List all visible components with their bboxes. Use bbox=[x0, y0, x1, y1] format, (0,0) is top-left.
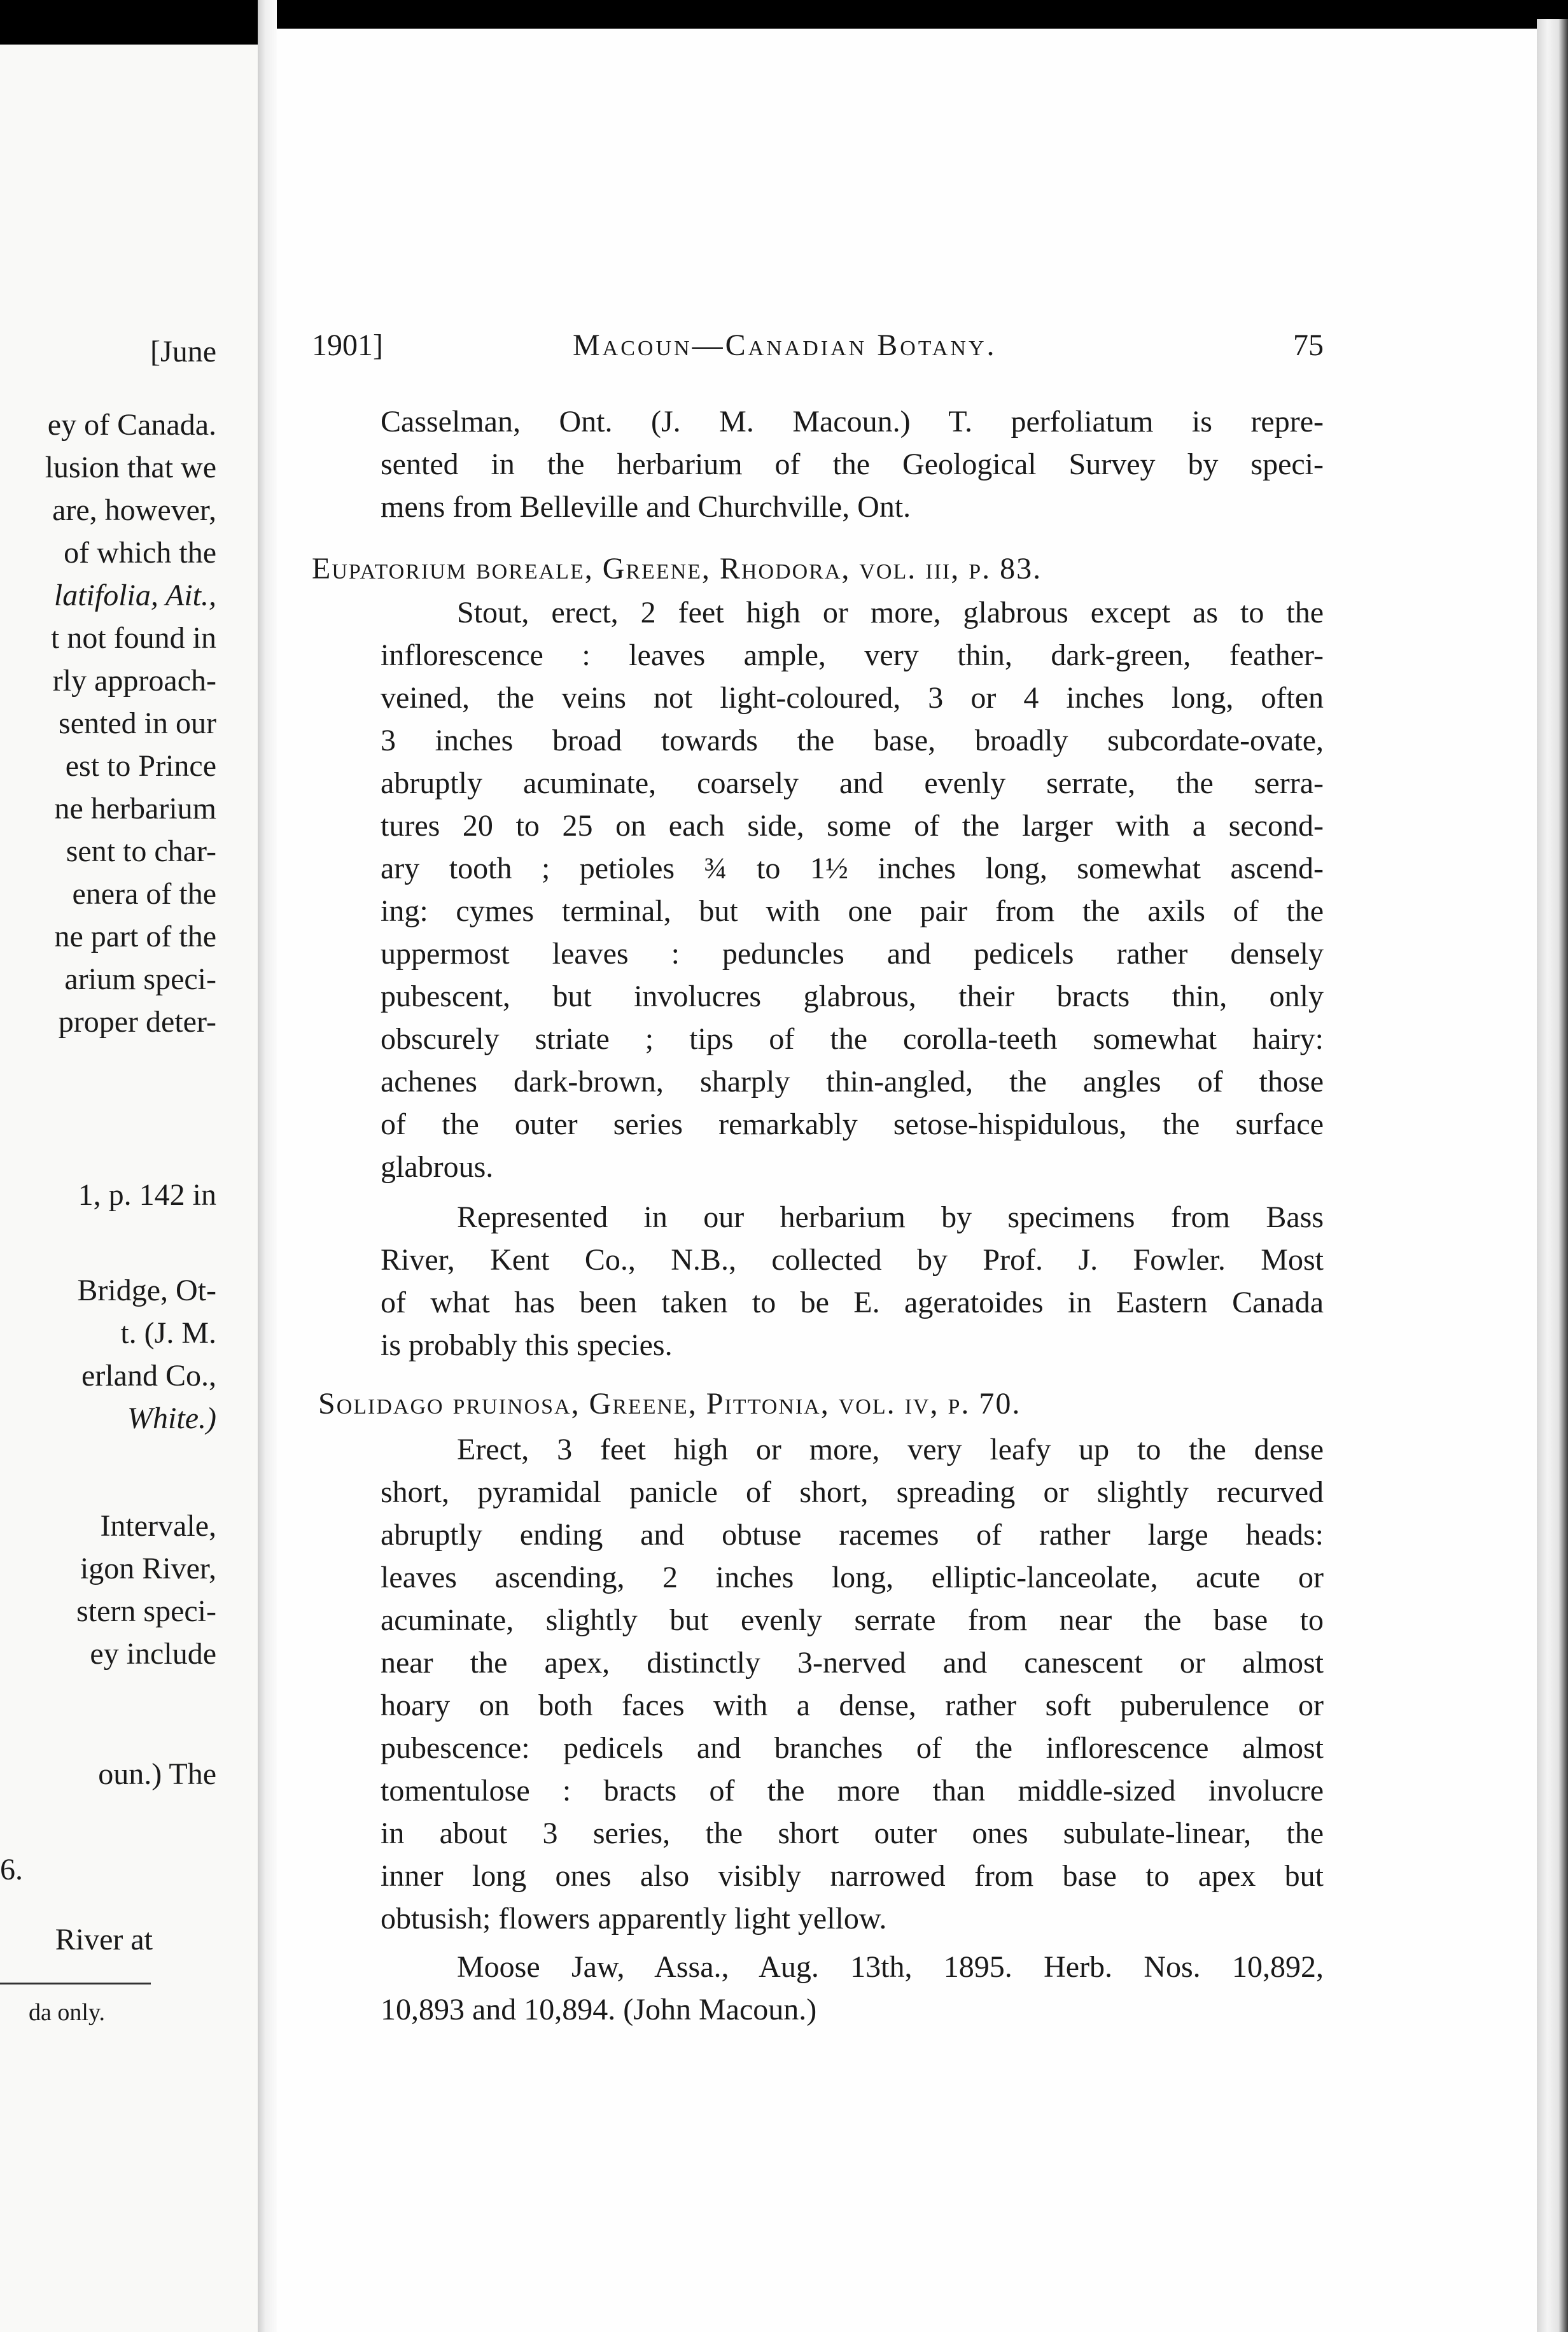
text-line: pubescence: pedicels and branches of the inflorescence almost bbox=[381, 1731, 1324, 1765]
text-line: of the outer series remarkably setose-hispidulous, the surface bbox=[381, 1107, 1324, 1141]
left-text-line: are, however, bbox=[52, 493, 216, 527]
left-text-line: 6. bbox=[0, 1853, 23, 1886]
left-header-fragment: [June bbox=[150, 335, 216, 369]
left-text-line: est to Prince bbox=[65, 749, 216, 783]
left-text-line: ey of Canada. bbox=[47, 408, 216, 442]
text-line: inflorescence : leaves ample, very thin, dark-green, feather- bbox=[381, 638, 1324, 672]
species-heading: Solidago pruinosa, Greene, Pittonia, vol. iv, p. 70. bbox=[318, 1387, 1021, 1421]
text-line: abruptly acuminate, coarsely and evenly serrate, the serra- bbox=[381, 766, 1324, 800]
left-footnote-line: da only. bbox=[29, 1999, 105, 2026]
text-line: tomentulose : bracts of the more than middle-sized involucre bbox=[381, 1774, 1324, 1808]
text-line: Moose Jaw, Assa., Aug. 13th, 1895. Herb. Nos. 10,892, bbox=[457, 1950, 1324, 1984]
book-gutter bbox=[258, 0, 277, 2332]
text-line: mens from Belleville and Churchville, Ont. bbox=[381, 490, 911, 524]
left-text-line: ey include bbox=[90, 1637, 216, 1671]
left-text-line: Intervale, bbox=[100, 1509, 216, 1543]
text-line: veined, the veins not light-coloured, 3 or 4 inches long, often bbox=[381, 681, 1324, 715]
page-header-title: Macoun—Canadian Botany. bbox=[573, 328, 997, 362]
left-text-line: 1, p. 142 in bbox=[78, 1178, 216, 1212]
text-line: Stout, erect, 2 feet high or more, glabrous except as to the bbox=[457, 596, 1324, 629]
left-text-line: latifolia, Ait., bbox=[53, 579, 216, 612]
page-edge bbox=[1537, 19, 1568, 2332]
left-text-line: ne herbarium bbox=[54, 792, 216, 825]
text-line: achenes dark-brown, sharply thin-angled, the angles of those bbox=[381, 1065, 1324, 1099]
left-text-line: rly approach- bbox=[52, 664, 216, 698]
left-text-line: sent to char- bbox=[66, 834, 216, 868]
text-line: Casselman, Ont. (J. M. Macoun.) T. perfoliatum is repre- bbox=[381, 405, 1324, 439]
left-text-line: erland Co., bbox=[81, 1359, 216, 1393]
left-text-line: sented in our bbox=[59, 706, 216, 740]
left-text-line: enera of the bbox=[72, 877, 216, 911]
left-text-line: igon River, bbox=[80, 1552, 216, 1585]
text-line: obtusish; flowers apparently light yellow. bbox=[381, 1902, 887, 1935]
text-line: sented in the herbarium of the Geological Survey by speci- bbox=[381, 447, 1324, 481]
left-text-line: arium speci- bbox=[64, 962, 216, 996]
text-line: glabrous. bbox=[381, 1150, 494, 1184]
page-number: 75 bbox=[1293, 328, 1324, 362]
left-text-line: lusion that we bbox=[45, 451, 216, 484]
text-line: 10,893 and 10,894. (John Macoun.) bbox=[381, 1993, 817, 2026]
left-text-line: oun.) The bbox=[98, 1757, 216, 1791]
left-text-line: stern speci- bbox=[76, 1594, 216, 1628]
text-line: is probably this species. bbox=[381, 1328, 673, 1362]
left-text-line: River at bbox=[55, 1923, 153, 1956]
text-line: inner long ones also visibly narrowed from base to apex but bbox=[381, 1859, 1324, 1893]
text-line: pubescent, but involucres glabrous, their bracts thin, only bbox=[381, 980, 1324, 1013]
text-line: ing: cymes terminal, but with one pair from the axils of the bbox=[381, 894, 1324, 928]
left-page bbox=[0, 45, 258, 2332]
text-line: acuminate, slightly but evenly serrate from near the base to bbox=[381, 1603, 1324, 1637]
text-line: hoary on both faces with a dense, rather soft puberulence or bbox=[381, 1689, 1324, 1722]
text-line: obscurely striate ; tips of the corolla-teeth somewhat hairy: bbox=[381, 1022, 1324, 1056]
text-line: River, Kent Co., N.B., collected by Prof. J. Fowler. Most bbox=[381, 1243, 1324, 1277]
left-text-line: Bridge, Ot- bbox=[77, 1274, 216, 1307]
footnote-rule bbox=[0, 1983, 151, 1984]
text-line: 3 inches broad towards the base, broadly subcordate-ovate, bbox=[381, 724, 1324, 757]
text-line: Represented in our herbarium by specimens from Bass bbox=[457, 1200, 1324, 1234]
text-line: leaves ascending, 2 inches long, elliptic-lanceolate, acute or bbox=[381, 1561, 1324, 1594]
left-text-line: t. (J. M. bbox=[120, 1316, 216, 1350]
left-text-line: proper deter- bbox=[58, 1005, 216, 1039]
species-heading: Eupatorium boreale, Greene, Rhodora, vol. iii, p. 83. bbox=[312, 552, 1042, 586]
text-line: of what has been taken to be E. ageratoides in Eastern Canada bbox=[381, 1286, 1324, 1319]
text-line: in about 3 series, the short outer ones subulate-linear, the bbox=[381, 1816, 1324, 1850]
text-line: short, pyramidal panicle of short, spreading or slightly recurved bbox=[381, 1475, 1324, 1509]
text-line: tures 20 to 25 on each side, some of the larger with a second- bbox=[381, 809, 1324, 843]
text-line: near the apex, distinctly 3-nerved and canescent or almost bbox=[381, 1646, 1324, 1680]
text-line: Erect, 3 feet high or more, very leafy up to the dense bbox=[457, 1433, 1324, 1466]
page-year: 1901] bbox=[312, 328, 383, 362]
left-text-line: White.) bbox=[127, 1401, 216, 1435]
left-text-line: ne part of the bbox=[54, 920, 216, 953]
text-line: abruptly ending and obtuse racemes of rather large heads: bbox=[381, 1518, 1324, 1552]
running-head bbox=[312, 328, 1324, 372]
left-text-line: of which the bbox=[64, 536, 216, 570]
left-text-line: t not found in bbox=[51, 621, 216, 655]
text-line: ary tooth ; petioles ¾ to 1½ inches long, somewhat ascend- bbox=[381, 852, 1324, 885]
text-line: uppermost leaves : peduncles and pedicels rather densely bbox=[381, 937, 1324, 971]
